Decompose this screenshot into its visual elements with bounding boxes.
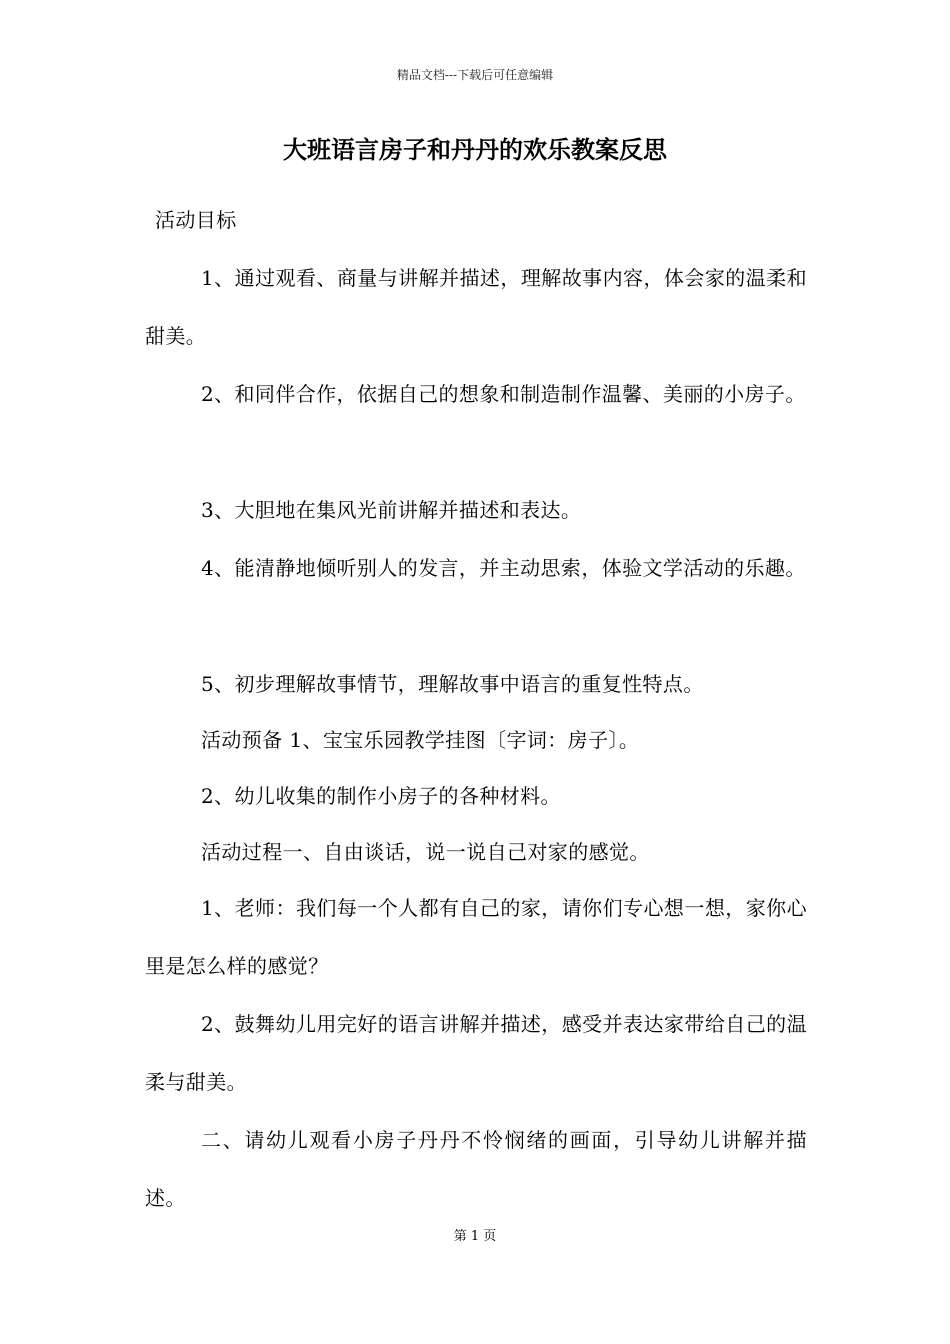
paragraph-goal-4: 4、能清静地倾听别人的发言，并主动思索，体验文学活动的乐趣。 bbox=[201, 556, 806, 580]
paragraph-process-encourage: 2、鼓舞幼儿用完好的语言讲解并描述，感受并表达家带给自己的温柔与甜美。 bbox=[145, 1012, 807, 1094]
paragraph-preparation-2: 2、幼儿收集的制作小房子的各种材料。 bbox=[201, 784, 561, 808]
paragraph-process-2: 二、请幼儿观看小房子丹丹不怜悯绪的画面，引导幼儿讲解并描述。 bbox=[145, 1128, 807, 1210]
paragraph-preparation-1: 活动预备 1、宝宝乐园教学挂图〔字词：房子〕。 bbox=[201, 728, 640, 752]
paragraph-process-1: 活动过程一、自由谈话，说一说自己对家的感觉。 bbox=[201, 840, 650, 864]
paragraph-goal-2: 2、和同伴合作，依据自己的想象和制造制作温馨、美丽的小房子。 bbox=[201, 382, 806, 406]
section-heading-goals: 活动目标 bbox=[155, 208, 237, 232]
paragraph-goal-5: 5、初步理解故事情节，理解故事中语言的重复性特点。 bbox=[201, 672, 704, 696]
paragraph-process-teacher: 1、老师：我们每一个人都有自己的家，请你们专心想一想，家你心里是怎么样的感觉？ bbox=[145, 896, 807, 978]
paragraph-goal-3: 3、大胆地在集风光前讲解并描述和表达。 bbox=[201, 498, 582, 522]
document-title: 大班语言房子和丹丹的欢乐教案反思 bbox=[283, 135, 667, 164]
page-header: 精品文档---下载后可任意编辑 bbox=[396, 68, 554, 82]
paragraph-goal-1: 1、通过观看、商量与讲解并描述，理解故事内容，体会家的温柔和甜美。 bbox=[145, 266, 807, 348]
page-number: 第 1 页 bbox=[453, 1229, 497, 1244]
